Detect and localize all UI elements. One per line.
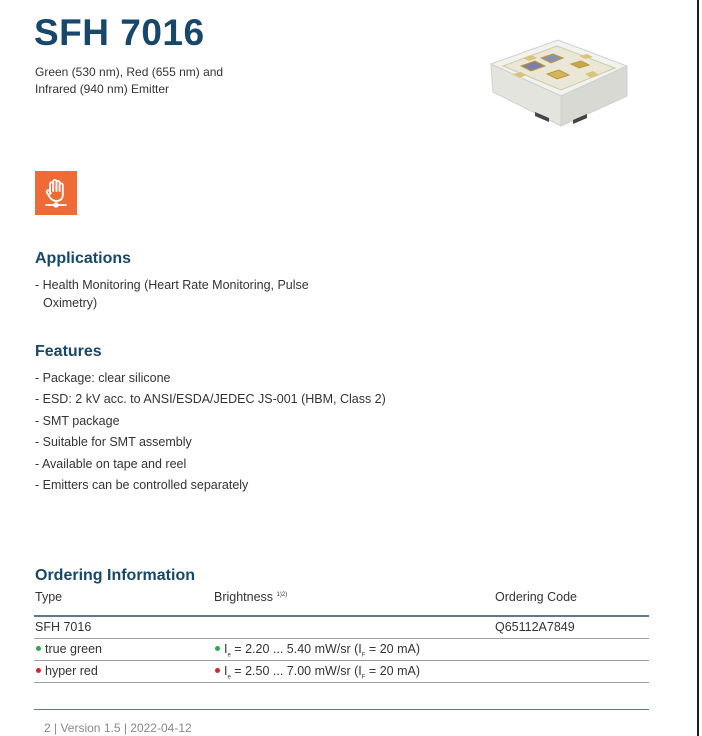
- condition: = 20 mA): [365, 664, 420, 678]
- features-heading: Features: [35, 343, 102, 360]
- ordering-heading: Ordering Information: [35, 567, 195, 584]
- emitter-type-label: hyper red: [45, 664, 98, 678]
- brightness-value: [214, 664, 420, 681]
- subtitle-line-2: Infrared (940 nm) Emitter: [35, 82, 170, 96]
- symbol: I: [224, 642, 228, 656]
- condition: = 20 mA): [365, 642, 420, 656]
- red-dot-icon: [215, 668, 220, 673]
- condition-subscript: F: [361, 652, 366, 659]
- list-item: - Health Monitoring (Heart Rate Monitoring, Pulse: [35, 278, 309, 292]
- symbol: I: [224, 664, 228, 678]
- table-row: [34, 639, 649, 661]
- list-item: - Emitters can be controlled separately: [35, 478, 249, 493]
- ordering-table: [34, 588, 649, 683]
- product-photo: [483, 26, 633, 138]
- symbol-subscript: e: [227, 652, 231, 659]
- product-title: SFH 7016: [34, 12, 205, 53]
- column-header-ordering-code: Ordering Code: [495, 590, 577, 604]
- column-header-brightness: [214, 590, 287, 604]
- product-subtitle: [35, 64, 265, 98]
- list-item: - Package: clear silicone: [35, 371, 171, 385]
- green-dot-icon: [215, 646, 220, 651]
- footnote-marker: 1)2): [276, 591, 288, 598]
- applications-heading: Applications: [35, 250, 132, 267]
- footer-divider: [34, 709, 649, 710]
- symbol-subscript: e: [227, 674, 231, 681]
- list-item: - ESD: 2 kV acc. to ANSI/ESDA/JEDEC JS-001 (HBM, Class 2): [35, 392, 386, 407]
- emitter-type: [35, 664, 98, 678]
- brightness-range: = 2.50 ... 7.00 mW/sr (I: [230, 664, 362, 678]
- list-item: Oximetry): [43, 295, 98, 310]
- column-header-type: Type: [35, 590, 63, 604]
- page-edge: [697, 0, 699, 736]
- condition-subscript: F: [361, 674, 366, 681]
- part-type: SFH 7016: [35, 620, 92, 634]
- health-monitoring-badge: [35, 171, 77, 215]
- green-dot-icon: [36, 646, 41, 651]
- page-footer: 2 | Version 1.5 | 2022-04-12: [44, 721, 192, 735]
- brightness-label: Brightness: [214, 590, 274, 604]
- features-list: [35, 368, 386, 496]
- table-row: [34, 617, 649, 639]
- emitter-type-label: true green: [45, 642, 102, 656]
- subtitle-line-1: Green (530 nm), Red (655 nm) and: [35, 65, 224, 79]
- hand-health-icon: [42, 177, 70, 209]
- list-item: - Available on tape and reel: [35, 456, 187, 471]
- ordering-code: Q65112A7849: [495, 620, 575, 634]
- applications-list: [35, 277, 309, 312]
- list-item: - SMT package: [35, 413, 120, 428]
- list-item: - Suitable for SMT assembly: [35, 435, 192, 450]
- brightness-value: [214, 642, 420, 659]
- brightness-range: = 2.20 ... 5.40 mW/sr (I: [230, 642, 362, 656]
- table-header-row: [34, 588, 649, 617]
- table-row: [34, 661, 649, 683]
- red-dot-icon: [36, 668, 41, 673]
- emitter-type: [35, 642, 102, 656]
